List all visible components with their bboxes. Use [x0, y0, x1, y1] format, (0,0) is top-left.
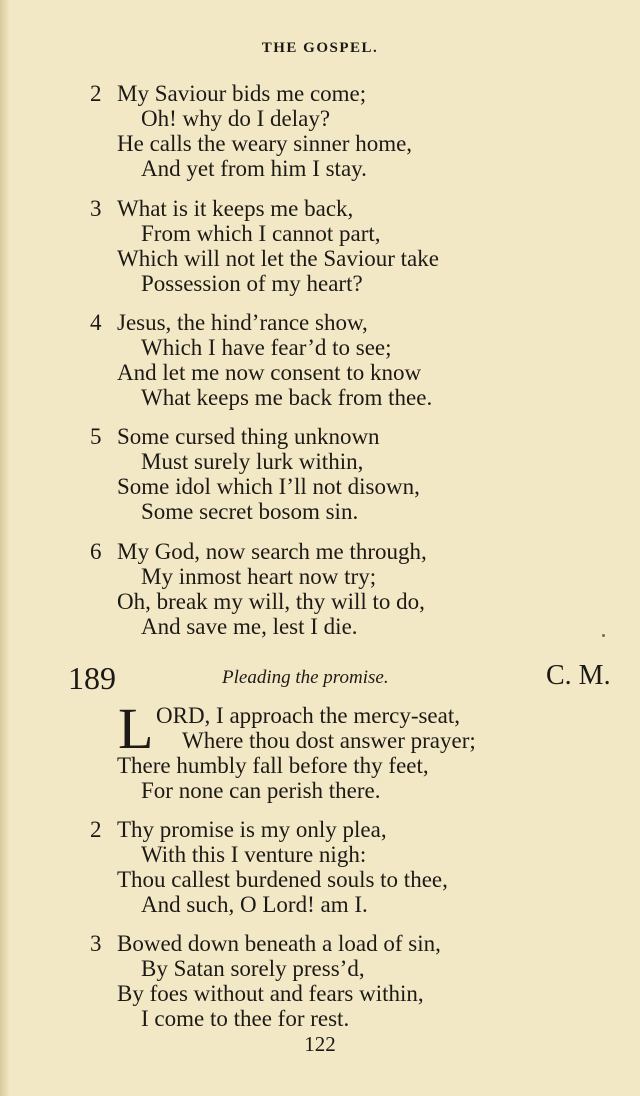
stanza-number: 3 [90, 196, 102, 221]
stanza-line: With this I venture nigh: [141, 842, 367, 867]
hymn-number: 189 [68, 660, 116, 696]
running-head: THE GOSPEL. [261, 40, 379, 56]
stanza-line: Oh, break my will, thy will to do, [117, 589, 425, 614]
stanza-line: And yet from him I stay. [141, 156, 367, 181]
stanza-line: Some idol which I’ll not disown, [117, 474, 420, 499]
stanza-line: I come to thee for rest. [141, 1006, 350, 1031]
stanza-line: Which I have fear’d to see; [141, 335, 392, 360]
stanza-line: Jesus, the hind’rance show, [117, 310, 368, 335]
stanza-line: There humbly fall before thy feet, [117, 753, 429, 778]
stanza-number: 4 [90, 310, 102, 335]
stanza-line: He calls the weary sinner home, [117, 131, 413, 156]
drop-cap: L [118, 696, 154, 761]
stanza-line: From which I cannot part, [141, 221, 381, 246]
stanza-line: Possession of my heart? [141, 271, 363, 296]
stanza-line: Some secret bosom sin. [141, 499, 359, 524]
stanza-line: By Satan sorely press’d, [141, 956, 365, 981]
stanza-line: My Saviour bids me come; [117, 81, 367, 106]
stanza-line: What keeps me back from thee. [141, 385, 433, 410]
stanza-line: And save me, lest I die. [141, 614, 358, 639]
stanza-line: My inmost heart now try; [141, 564, 377, 589]
stanza-line: Thy promise is my only plea, [117, 817, 387, 842]
stanza-line: For none can perish there. [141, 778, 381, 803]
stanza-line: What is it keeps me back, [117, 196, 354, 221]
stanza-line: And let me now consent to know [117, 360, 422, 385]
stanza-line: Where thou dost answer prayer; [182, 728, 476, 753]
stanza-line: ORD, I approach the mercy-seat, [156, 703, 460, 728]
stanza-line: And such, O Lord! am I. [141, 892, 368, 917]
stanza-number: 6 [90, 539, 102, 564]
stanza-line: My God, now search me through, [117, 539, 427, 564]
stanza-number: 2 [90, 81, 102, 106]
hymn-title: Pleading the promise. [222, 667, 389, 688]
stanza-number: 2 [90, 817, 102, 842]
stanza-line: By foes without and fears within, [117, 981, 424, 1006]
hymn-meter: C. M. [546, 660, 611, 691]
stanza-number: 5 [90, 424, 102, 449]
page-number: 122 [304, 1032, 336, 1056]
stanza-line: Some cursed thing unknown [117, 424, 380, 449]
page-spine-shadow [0, 0, 10, 1096]
stanza-line: Oh! why do I delay? [141, 106, 331, 131]
stanza-line: Must surely lurk within, [141, 449, 364, 474]
stanza-line: Thou callest burdened souls to thee, [117, 867, 448, 892]
stanza-line: Bowed down beneath a load of sin, [117, 931, 441, 956]
stanza-number: 3 [90, 931, 102, 956]
print-speck [602, 634, 605, 637]
stanza-line: Which will not let the Saviour take [117, 246, 439, 271]
